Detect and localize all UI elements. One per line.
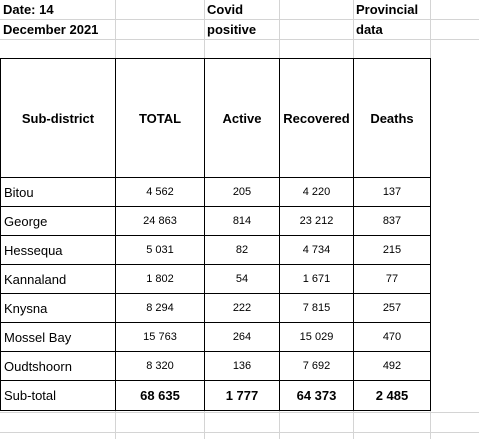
row-name[interactable]: George xyxy=(4,213,48,229)
header-total[interactable]: TOTAL xyxy=(138,110,182,126)
provincial-data-cell[interactable] xyxy=(356,0,418,40)
row-recovered[interactable]: 15 029 xyxy=(299,331,334,343)
row-total[interactable]: 24 863 xyxy=(143,215,177,227)
row-total[interactable]: 4 562 xyxy=(146,186,174,198)
row-active[interactable]: 205 xyxy=(232,186,252,198)
subtotal-active[interactable]: 1 777 xyxy=(225,388,259,403)
row-recovered[interactable]: 7 692 xyxy=(302,360,331,372)
subtotal-total[interactable]: 68 635 xyxy=(140,388,180,403)
row-recovered[interactable]: 7 815 xyxy=(302,302,331,314)
row-total[interactable]: 5 031 xyxy=(146,244,174,256)
gridline xyxy=(0,432,479,433)
row-deaths[interactable]: 837 xyxy=(382,215,402,227)
row-active[interactable]: 82 xyxy=(235,244,249,256)
subtotal-recovered[interactable]: 64 373 xyxy=(296,388,337,403)
row-total[interactable]: 15 763 xyxy=(143,331,177,343)
date-line-2: December 2021 xyxy=(3,22,99,37)
row-total[interactable]: 8 294 xyxy=(146,302,174,314)
row-deaths[interactable]: 257 xyxy=(382,302,402,314)
row-deaths[interactable]: 470 xyxy=(382,331,402,343)
header-deaths[interactable]: Deaths xyxy=(370,110,414,126)
row-deaths[interactable]: 215 xyxy=(382,244,402,256)
row-recovered[interactable]: 23 212 xyxy=(299,215,334,227)
row-name[interactable]: Oudtshoorn xyxy=(4,358,72,374)
table-border xyxy=(0,410,431,411)
subtotal-label[interactable]: Sub-total xyxy=(4,388,57,403)
row-total[interactable]: 1 802 xyxy=(146,273,174,285)
header-active[interactable]: Active xyxy=(222,110,262,126)
subtotal-deaths[interactable]: 2 485 xyxy=(375,388,409,403)
row-recovered[interactable]: 1 671 xyxy=(302,273,331,285)
row-deaths[interactable]: 77 xyxy=(385,273,399,285)
date-line-1: Date: 14 xyxy=(3,2,54,17)
row-name[interactable]: Mossel Bay xyxy=(4,329,72,345)
row-name[interactable]: Knysna xyxy=(4,300,48,316)
prov-line-2: data xyxy=(356,22,383,37)
covid-positive-cell[interactable] xyxy=(207,0,256,40)
row-deaths[interactable]: 492 xyxy=(382,360,402,372)
gridline xyxy=(0,412,479,413)
row-name[interactable]: Bitou xyxy=(4,184,34,200)
row-recovered[interactable]: 4 734 xyxy=(302,244,331,256)
header-sub-district[interactable]: Sub-district xyxy=(21,110,95,126)
row-name[interactable]: Kannaland xyxy=(4,271,67,287)
covid-line-1: Covid xyxy=(207,2,244,17)
date-cell[interactable] xyxy=(3,0,98,40)
row-active[interactable]: 136 xyxy=(232,360,252,372)
row-active[interactable]: 814 xyxy=(232,215,252,227)
row-recovered[interactable]: 4 220 xyxy=(302,186,331,198)
row-total[interactable]: 8 320 xyxy=(146,360,174,372)
prov-line-1: Provincial xyxy=(356,2,419,17)
row-active[interactable]: 264 xyxy=(232,331,252,343)
covid-line-2: positive xyxy=(207,22,257,37)
row-active[interactable]: 54 xyxy=(235,273,249,285)
row-name[interactable]: Hessequa xyxy=(4,242,63,258)
header-recovered[interactable]: Recovered xyxy=(283,110,350,126)
row-active[interactable]: 222 xyxy=(232,302,252,314)
row-deaths[interactable]: 137 xyxy=(382,186,402,198)
